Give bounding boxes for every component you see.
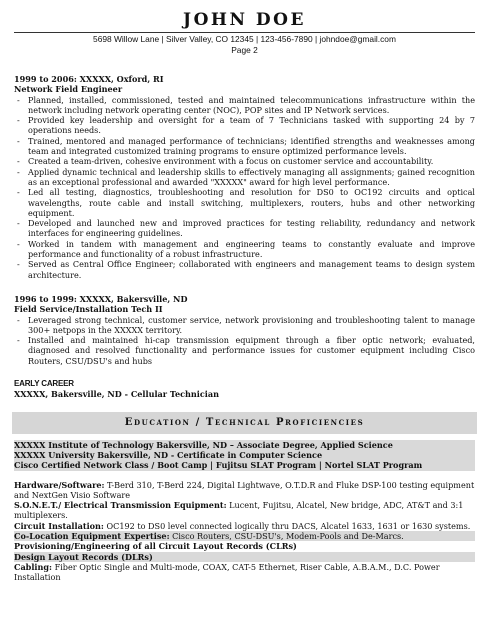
proficiency-text: T-Berd 310, T-Berd 224, Digital Lightwave, O.T.D.R and Fluke DSP-100 testing equipment and NextGen Visio Software [14,479,475,500]
bullet-item: - Worked in tandem with management and engineering teams to constantly evaluate and improve performance and functionality of a robust infrastructure. [14,239,475,260]
job-heading: 1996 to 1999: XXXXX, Bakersville, ND [14,293,188,304]
resume-header [14,10,475,55]
proficiency-label: Provisioning/Engineering of all Circuit Layout Records (CLRs) [14,541,297,552]
bullet-item: - Trained, mentored and managed performance of technicians; identified strengths and weaknesses among team and integrated customized training programs to ensure optimized performance levels. [14,136,475,157]
bullet-item: - Installed and maintained hi-cap transmission equipment through a fiber optic network; evaluated, diagnosed and resolved functionality and performance issues for customer equipment including Cisco Routers, CSU/DSU's and hubs [14,335,475,366]
proficiency-item [14,541,475,551]
job-heading: 1999 to 2006: XXXXX, Oxford, RI [14,74,164,84]
job-title: Field Service/Installation Tech II [14,304,163,315]
proficiency-label: Co-Location Equipment Expertise: [14,530,170,541]
job-bullets [14,95,475,280]
proficiency-label: Hardware/Software: [14,479,105,490]
early-career [14,379,475,400]
proficiency-text: Cisco Routers, CSU-DSU's, Modem-Pools and De-Marcs. [169,530,404,541]
proficiency-label: Cabling: [14,561,53,572]
proficiency-item [14,480,475,501]
proficiency-item [14,531,475,541]
candidate-name: JOHN DOE [183,10,306,30]
proficiency-item [14,521,475,531]
bullet-item: - Created a team-driven, cohesive environment with a focus on customer service and accountability. [14,156,475,166]
job-bullets [14,315,475,366]
header-divider [14,32,475,33]
proficiency-label: Design Layout Records (DLRs) [14,551,153,562]
early-career-title: EARLY CAREER [14,379,74,389]
education-item: Cisco Certified Network Class / Boot Camp | Fujitsu SLAT Program | Nortel SLAT Program [14,460,475,470]
education-item: XXXXX University Bakersville, ND - Certificate in Computer Science [14,450,475,460]
section-heading-text: Education / Technical Proficiencies [124,416,365,428]
bullet-item: - Led all testing, diagnostics, troubleshooting and resolution for DS0 to OC192 circuits and optical wavelengths, route cable and install switching, multiplexers, routers, hubs and other networking equipment. [14,187,475,218]
education-item: XXXXX Institute of Technology Bakersville, ND – Associate Degree, Applied Science [14,440,475,450]
bullet-item: - Applied dynamic technical and leadership skills to effectively managing all assignments; gained recognition as an exceptional professional and awarded "XXXXX" award for high level performance. [14,167,475,188]
bullet-item: - Leveraged strong technical, customer service, network provisioning and troubleshooting talent to manage 300+ netpops in the XXXXX territory. [14,315,475,336]
proficiency-text: OC192 to DS0 level connected logically thru DACS, Alcatel 1633, 1631 or 1630 systems. [103,520,471,531]
proficiency-label: Circuit Installation: [14,520,104,531]
proficiency-text: Fiber Optic Single and Multi-mode, COAX, CAT-5 Ethernet, Riser Cable, A.B.A.M., D.C. Power Installation [14,561,440,583]
proficiency-label: S.O.N.E.T./ Electrical Transmission Equipment: [14,500,227,511]
proficiency-list [14,480,475,583]
proficiency-item [14,552,475,562]
job-2 [14,294,475,366]
bullet-item: - Planned, installed, commissioned, tested and maintained telecommunications infrastructure within the network including network operating center (NOC), POP sites and IP Network services. [14,95,475,116]
job-1 [14,74,475,280]
proficiency-item [14,500,475,521]
proficiency-item [14,562,475,583]
page-number: Page 2 [231,44,258,55]
contact-line: 5698 Willow Lane | Silver Valley, CO 12345 | 123-456-7890 | johndoe@gmail.com [93,34,396,44]
job-title: Network Field Engineer [14,84,123,95]
bullet-item: - Served as Central Office Engineer; collaborated with engineers and management teams to design system architecture. [14,259,475,280]
section-heading-education [12,412,477,434]
resume-page [14,8,475,582]
proficiency-text: Lucent, Fujitsu, Alcatel, New bridge, ADC, AT&T and 3:1 multiplexers. [14,500,464,521]
bullet-item: - Developed and launched new and improved practices for testing reliability, redundancy and network interfaces for engineering guidelines. [14,218,475,239]
early-career-line: XXXXX, Bakersville, ND - Cellular Technician [14,389,219,400]
education-list [14,440,475,471]
bullet-item: - Provided key leadership and oversight for a team of 7 Technicians tasked with supporting 24 by 7 operations needs. [14,115,475,136]
